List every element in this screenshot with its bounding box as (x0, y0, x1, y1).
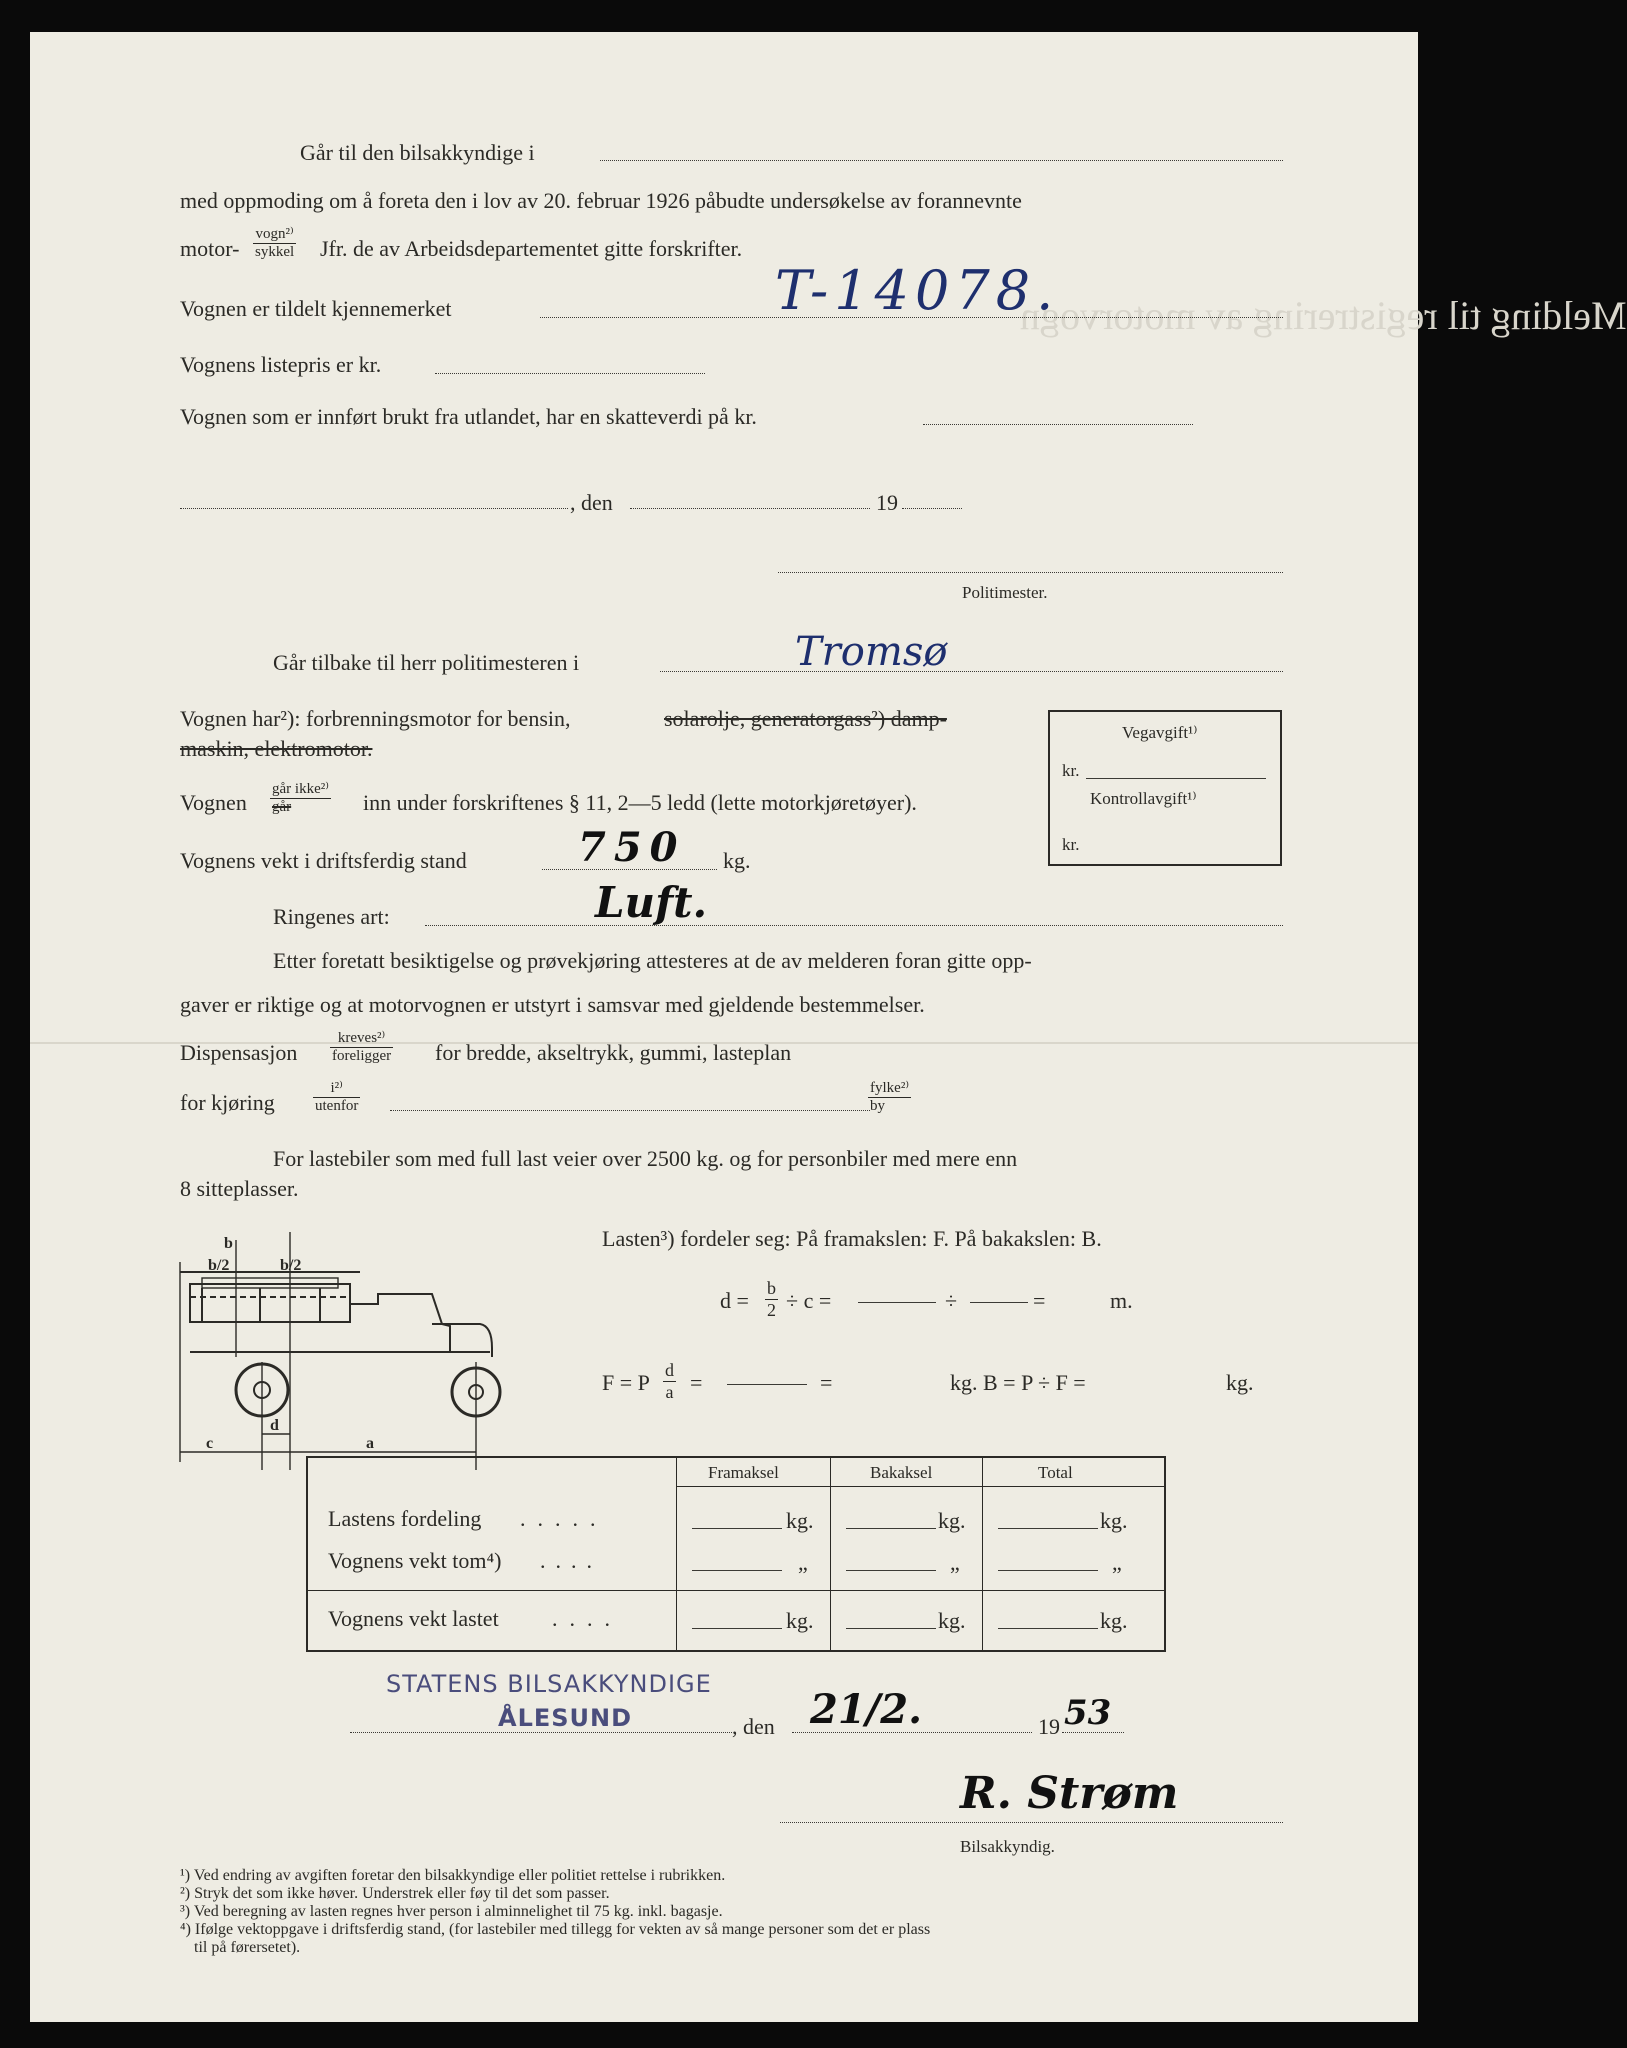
unit-fordeling-framaksel: kg. (786, 1508, 814, 1533)
date-den: , den (570, 490, 613, 515)
listepris-field[interactable] (435, 373, 705, 374)
formula-d-fraction: $\frac{b}{2}$ (767, 1278, 776, 1320)
formula-b-text: kg. B = P ÷ F = (950, 1370, 1086, 1395)
bilsakkyndig-label: Bilsakkyndig. (960, 1837, 1055, 1856)
form-paper (30, 32, 1627, 2022)
cell-fordeling-framaksel[interactable] (692, 1528, 782, 1529)
row-dots-3: .... (552, 1606, 622, 1631)
place-field[interactable] (180, 508, 568, 509)
formula-d-rest: ÷ c = (786, 1288, 832, 1313)
col-total: Total (1038, 1463, 1073, 1482)
gar-prefix: Vognen (180, 790, 247, 815)
unit-tom-bakaksel: „ (950, 1550, 960, 1575)
motor-fraction: vogn²⁾ sykkel (255, 226, 295, 261)
formula-d-eq: = (1033, 1288, 1046, 1313)
formula-f-prefix: F = P (602, 1370, 650, 1395)
vegavgift-kr: kr. (1062, 761, 1080, 780)
footnote-1: ¹) Ved endring av avgiften foretar den bilsakkyndige eller politiet rettelse i rubrikken. (180, 1867, 726, 1884)
diagram-label-b-half-1: b/2 (208, 1257, 230, 1274)
vegavgift-field[interactable] (1086, 778, 1266, 779)
disp-fraction: kreves²⁾ foreligger (332, 1030, 392, 1065)
attest-line1: Etter foretatt besiktigelse og prøvekjøring attesteres at de av melderen foran gitte opp- (273, 948, 1032, 973)
formula-d-field2[interactable] (970, 1302, 1028, 1303)
unit-tom-total: „ (1112, 1550, 1122, 1575)
footnote-3: ³) Ved beregning av lasten regnes hver person i alminnelighet til 75 kg. inkl. bagasje. (180, 1903, 723, 1920)
row-label-tom: Vognens vekt tom⁴) (328, 1548, 502, 1573)
load-table (306, 1456, 1166, 1652)
diagram-label-b-half-2: b/2 (280, 1257, 302, 1274)
cell-tom-total[interactable] (998, 1570, 1098, 1571)
signature: R. Strøm (960, 1768, 1179, 1819)
bilsakkyndige-field[interactable] (600, 160, 1283, 161)
vekt-value: 750 (578, 824, 686, 871)
cell-fordeling-total[interactable] (998, 1528, 1098, 1529)
sig-date-value: 21/2. (810, 1686, 923, 1733)
cell-lastet-total[interactable] (998, 1628, 1098, 1629)
politimester-label: Politimester. (962, 583, 1048, 602)
stamp-place-field[interactable] (350, 1732, 732, 1733)
fylke-fraction: fylke²⁾ by (870, 1080, 910, 1115)
date-year: 19 (876, 490, 898, 515)
diagram-label-d: d (270, 1417, 279, 1434)
skatteverdi-label: Vognen som er innført brukt fra utlandet, har en skatteverdi på kr. (180, 404, 757, 429)
unit-lastet-bakaksel: kg. (938, 1608, 966, 1633)
formula-kg: kg. (1226, 1370, 1254, 1395)
fee-box (1048, 710, 1282, 866)
cell-lastet-bakaksel[interactable] (846, 1628, 936, 1629)
cell-fordeling-bakaksel[interactable] (846, 1528, 936, 1529)
kjennemerke-label: Vognen er tildelt kjennemerket (180, 296, 452, 321)
disp-suffix: for bredde, akseltrykk, gummi, lasteplan (435, 1040, 792, 1065)
motor-type-a: Vognen har²): forbrenningsmotor for bensin, (180, 706, 571, 731)
col-framaksel: Framaksel (708, 1463, 779, 1482)
sig-year-field[interactable] (1062, 1732, 1124, 1733)
formula-f-eq2: = (820, 1370, 833, 1395)
year-field[interactable] (902, 508, 962, 509)
motor-prefix: motor- (180, 236, 240, 261)
lastebil-line1: For lastebiler som med full last veier over 2500 kg. og for personbiler med mere enn (273, 1146, 1018, 1171)
motor-type-b: solarolje, generatorgass²) damp- (664, 706, 947, 731)
unit-fordeling-total: kg. (1100, 1508, 1128, 1533)
date-field[interactable] (630, 508, 870, 509)
sig-year-prefix: 19 (1038, 1714, 1060, 1739)
motor-suffix: Jfr. de av Arbeidsdepartementet gitte forskrifter. (320, 236, 743, 261)
cell-tom-bakaksel[interactable] (846, 1570, 936, 1571)
unit-tom-framaksel: „ (798, 1550, 808, 1575)
cell-lastet-framaksel[interactable] (692, 1628, 782, 1629)
footnote-4: ⁴) Ifølge vektoppgave i driftsferdig stand, (for lastebiler med tillegg for vekten av så mange personer som det er plass (180, 1921, 931, 1938)
lasten-text: Lasten³) fordeler seg: På framakslen: F. På bakakslen: B. (602, 1226, 1102, 1251)
motor-type-line2: maskin, elektromotor. (180, 736, 373, 761)
tilbake-field[interactable] (660, 671, 1283, 672)
line1-label: Går til den bilsakkyndige i (300, 140, 535, 165)
kontrollavgift-label: Kontrollavgift¹⁾ (1090, 789, 1197, 808)
diagram-label-a: a (366, 1435, 374, 1452)
truck-diagram (180, 1212, 595, 1472)
disp-prefix: Dispensasjon (180, 1040, 298, 1065)
attest-line2: gaver er riktige og at motorvognen er utstyrt i samsvar med gjeldende bestemmelser. (180, 992, 925, 1017)
line2-text: med oppmoding om å foreta den i lov av 20. februar 1926 påbudte undersøkelse av forannevnte (180, 188, 1022, 213)
formula-d-m: m. (1110, 1288, 1133, 1313)
row-label-lastet: Vognens vekt lastet (328, 1606, 499, 1631)
stamp-line2: ÅLESUND (498, 1704, 633, 1732)
skatteverdi-field[interactable] (923, 424, 1193, 425)
kontrollavgift-kr: kr. (1062, 835, 1080, 854)
row-label-fordeling: Lastens fordeling (328, 1506, 482, 1531)
gar-fraction: går ikke²⁾ går (272, 781, 329, 816)
ringer-value: Luft. (595, 878, 708, 927)
unit-fordeling-bakaksel: kg. (938, 1508, 966, 1533)
stamp-line1: STATENS BILSAKKYNDIGE (386, 1670, 712, 1698)
col-bakaksel: Bakaksel (870, 1463, 933, 1482)
listepris-label: Vognens listepris er kr. (180, 352, 382, 377)
row-dots-2: .... (540, 1548, 602, 1573)
formula-d-prefix: d = (720, 1288, 749, 1313)
footnote-2: ²) Stryk det som ikke høver. Understrek eller føy til det som passer. (180, 1885, 610, 1902)
tilbake-label: Går tilbake til herr politimesteren i (273, 650, 580, 675)
gar-suffix: inn under forskriftenes § 11, 2—5 ledd (lette motorkjøretøyer). (363, 790, 917, 815)
kjoring-field[interactable] (390, 1110, 870, 1111)
ringer-field[interactable] (425, 925, 1283, 926)
diagram-label-b: b (224, 1235, 233, 1252)
vekt-label: Vognens vekt i driftsferdig stand (180, 848, 467, 873)
kjoring-fraction: i²⁾ utenfor (315, 1080, 359, 1115)
bleed-through-text: Melding til registrering av motorvogn (1020, 293, 1627, 338)
cell-tom-framaksel[interactable] (692, 1570, 782, 1571)
diagram-label-c: c (206, 1435, 214, 1452)
formula-d-field1[interactable] (858, 1302, 936, 1303)
formula-f-field[interactable] (727, 1384, 807, 1385)
lastebil-line2: 8 sitteplasser. (180, 1176, 299, 1201)
formula-d-div: ÷ (945, 1288, 958, 1313)
vekt-unit: kg. (723, 848, 751, 873)
truck-cargo-bed (190, 1284, 350, 1322)
vegavgift-label: Vegavgift¹⁾ (1122, 723, 1198, 742)
kjennemerke-value: T-14078. (775, 259, 1060, 322)
formula-f-fraction: $\frac{d}{a}$ (665, 1360, 674, 1402)
sig-year-value: 53 (1064, 1693, 1112, 1733)
politimester-signature-line[interactable] (778, 572, 1283, 573)
unit-lastet-framaksel: kg. (786, 1608, 814, 1633)
footnote-4-cont: til på førersetet). (194, 1939, 301, 1956)
tilbake-value: Tromsø (795, 629, 948, 675)
formula-f-eq1: = (690, 1370, 703, 1395)
row-dots-1: ..... (520, 1506, 608, 1531)
kjoring-prefix: for kjøring (180, 1090, 275, 1115)
bilsakkyndig-signature-line[interactable] (780, 1822, 1283, 1823)
ringer-label: Ringenes art: (273, 904, 390, 929)
sig-den: , den (732, 1714, 775, 1739)
unit-lastet-total: kg. (1100, 1608, 1128, 1633)
